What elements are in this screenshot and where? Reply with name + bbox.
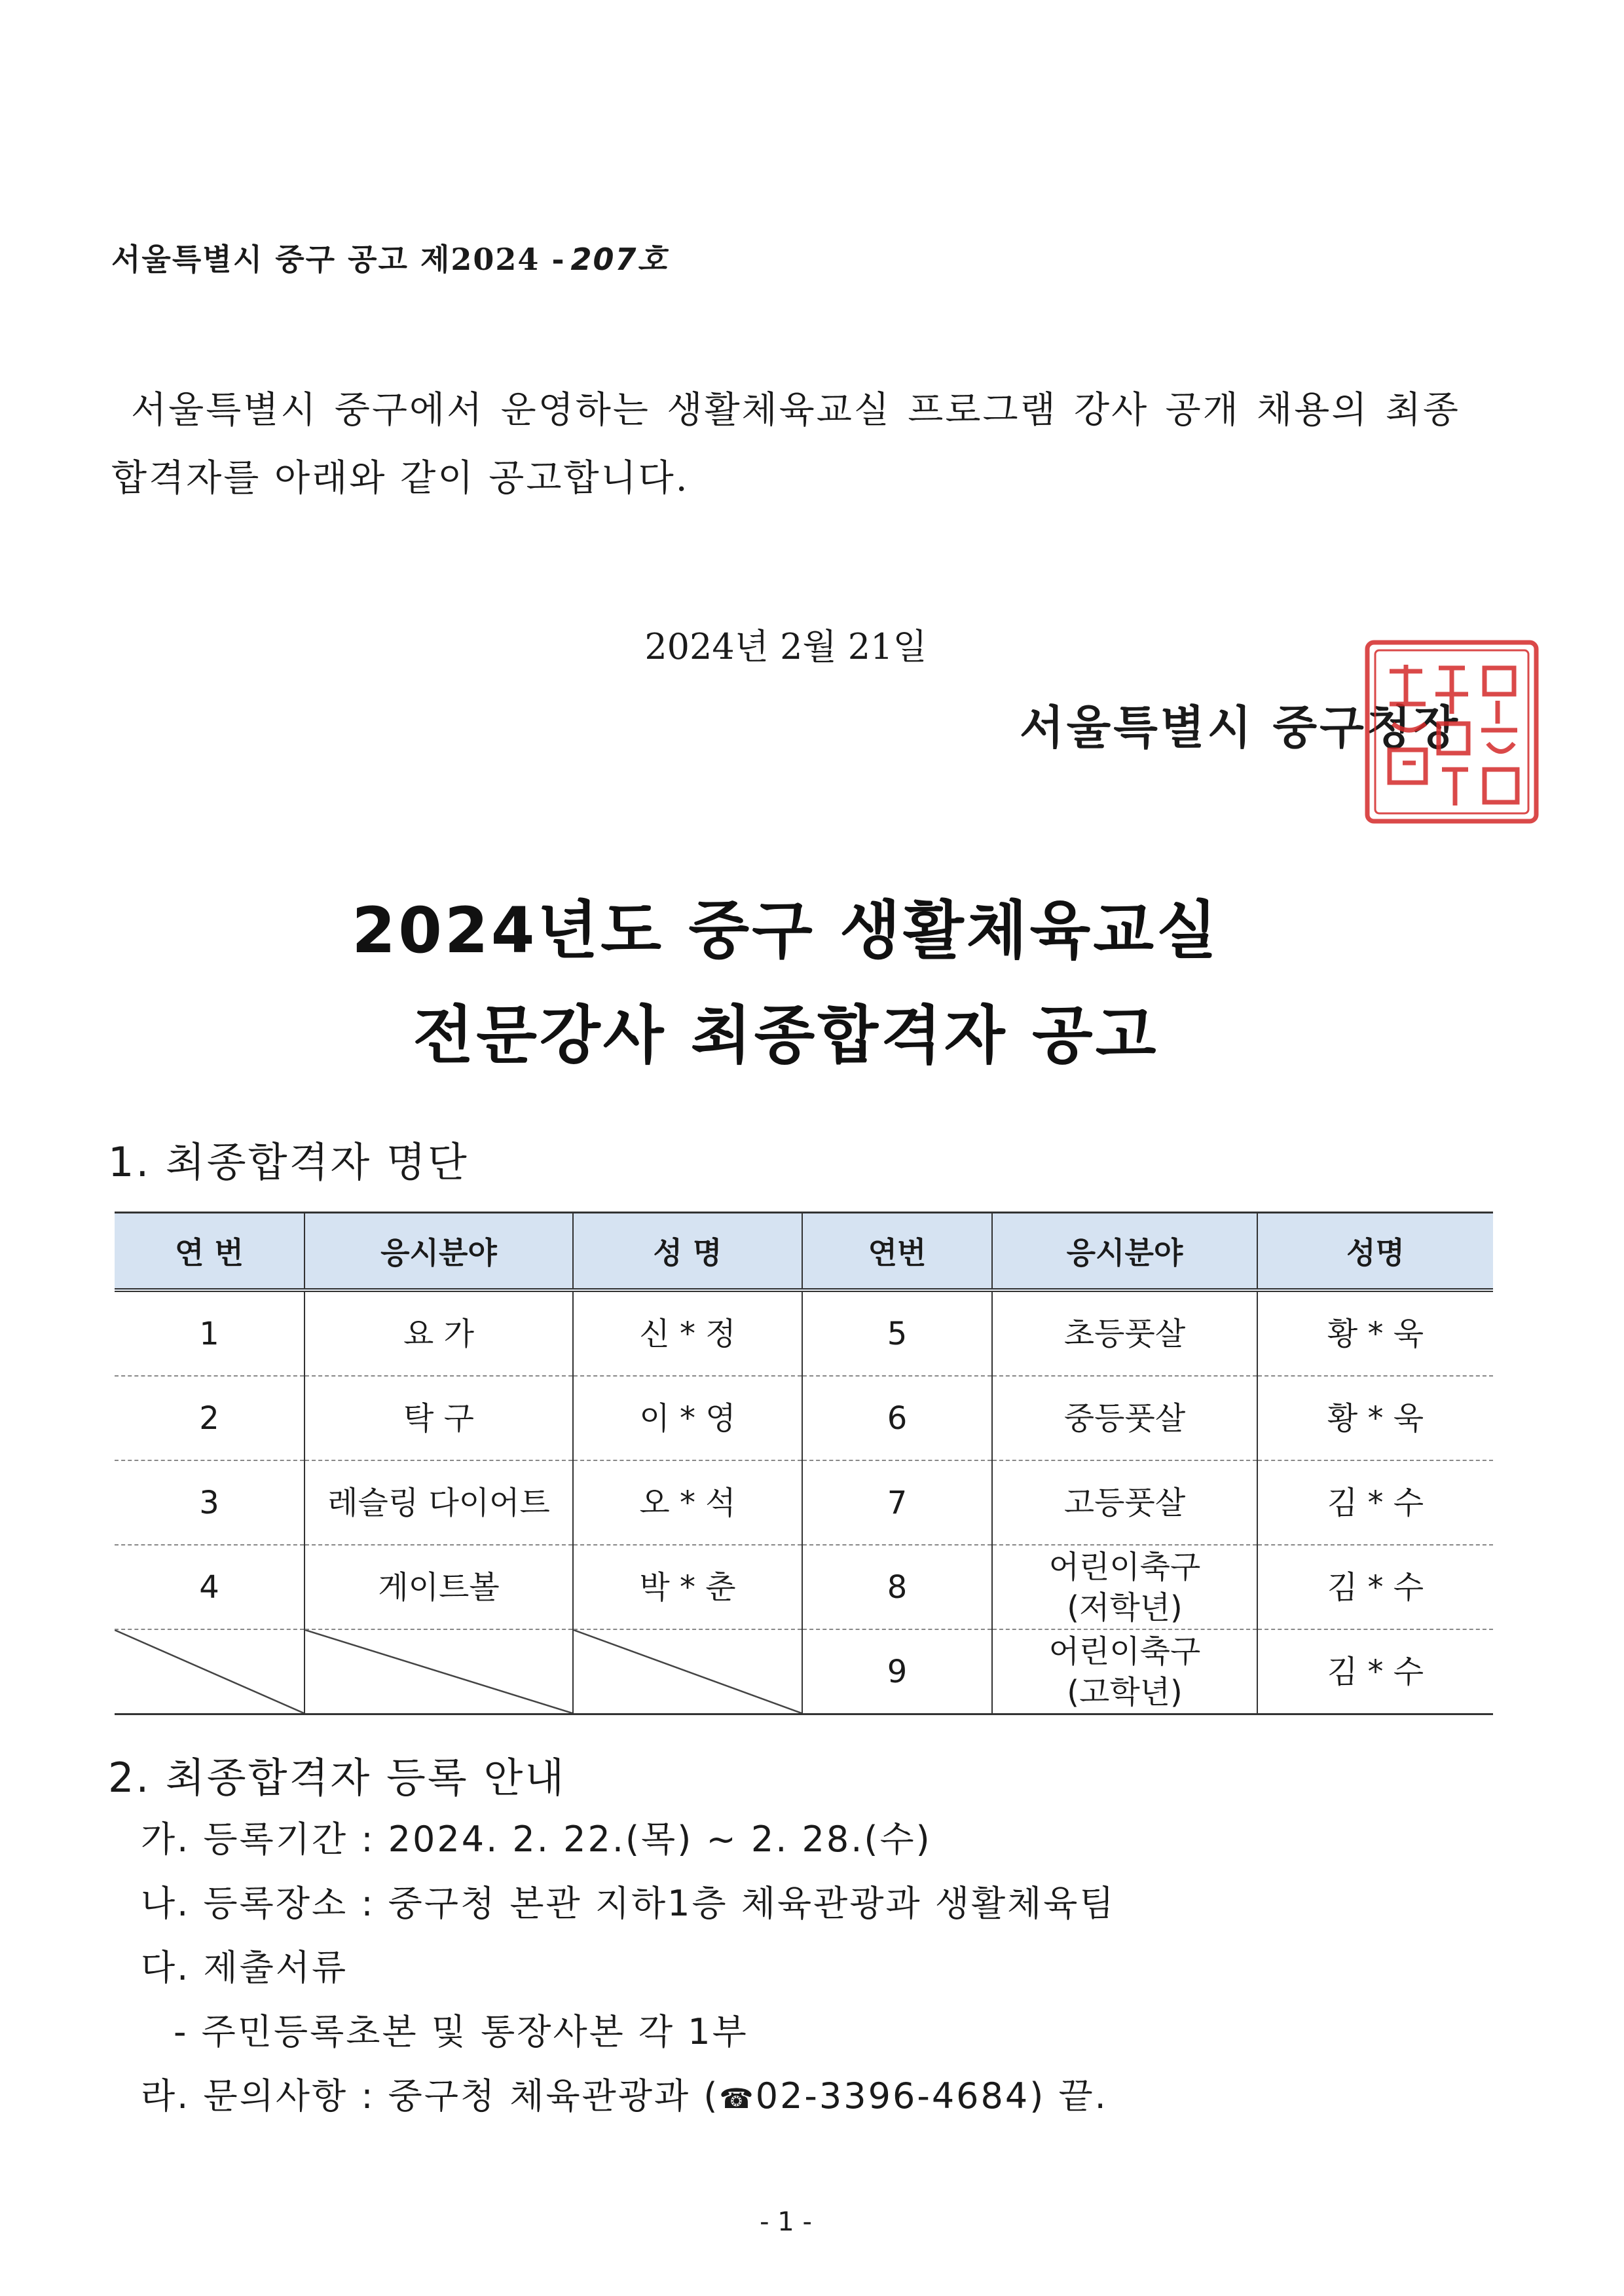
field-cell: 레슬링 다이어트 (304, 1460, 573, 1545)
name-cell: 김 * 수 (1257, 1460, 1493, 1545)
name-cell: 김 * 수 (1257, 1629, 1493, 1714)
documents-item: - 주민등록초본 및 통장사본 각 1부 (174, 2011, 748, 2052)
empty-slashed-cell (304, 1629, 573, 1714)
inquiry-phone: 02-3396-4684) 끝. (755, 2075, 1108, 2117)
field-line-1: 어린이축구 (1048, 1548, 1201, 1585)
table-row (115, 1290, 1493, 1376)
empty-slashed-cell (573, 1629, 802, 1714)
inquiry-prefix: 라. 문의사항 : 중구청 체육관광과 ( (141, 2075, 720, 2117)
column-header: 성 명 (573, 1213, 802, 1291)
table-row (115, 1376, 1493, 1460)
document-title-line-1: 2024년도 중구 생활체육교실 (352, 894, 1220, 967)
field-cell (992, 1629, 1257, 1714)
field-line-2: (저학년) (1067, 1589, 1183, 1626)
page-number: - 1 - (760, 2207, 812, 2237)
field-cell: 게이트볼 (304, 1545, 573, 1629)
field-cell: 요 가 (304, 1290, 573, 1376)
column-header: 연번 (802, 1213, 992, 1291)
notice-number-prefix: 서울특별시 중구 공고 제2024 - (111, 242, 566, 277)
row-number-cell: 5 (802, 1290, 992, 1376)
row-number-cell: 9 (802, 1629, 992, 1714)
notice-number (111, 236, 668, 279)
name-cell: 박 * 춘 (573, 1545, 802, 1629)
phone-icon: ☎ (719, 2083, 756, 2115)
intro-line-2: 합격자를 아래와 같이 공고합니다. (111, 457, 690, 500)
row-number-cell: 6 (802, 1376, 992, 1460)
row-number-cell: 7 (802, 1460, 992, 1545)
row-number-cell: 2 (115, 1376, 304, 1460)
empty-slashed-cell (115, 1629, 304, 1714)
final-candidates-table (115, 1212, 1493, 1715)
inquiry-line (141, 2064, 1116, 2128)
table-header-row (115, 1213, 1493, 1291)
column-header: 연 번 (115, 1213, 304, 1291)
field-line-2: (고학년) (1067, 1673, 1183, 1711)
intro-line-1: 서울특별시 중구에서 운영하는 생활체육교실 프로그램 강사 공개 채용의 최종 (131, 389, 1460, 432)
issuer-name: 서울특별시 중구청장 (1020, 700, 1460, 754)
name-cell: 오 * 석 (573, 1460, 802, 1545)
field-cell: 고등풋살 (992, 1460, 1257, 1545)
row-number-cell: 1 (115, 1290, 304, 1376)
document-title-line-2: 전문강사 최종합격자 공고 (413, 999, 1159, 1072)
name-cell: 신 * 정 (573, 1290, 802, 1376)
official-seal-icon (1363, 639, 1540, 825)
field-line-1: 어린이축구 (1048, 1633, 1201, 1670)
name-cell: 이 * 영 (573, 1376, 802, 1460)
notice-date: 2024년 2월 21일 (644, 626, 927, 667)
field-cell (992, 1545, 1257, 1629)
notice-number-handwritten: 207호 (570, 242, 669, 277)
field-cell: 탁 구 (304, 1376, 573, 1460)
column-header: 응시분야 (304, 1213, 573, 1291)
row-number-cell: 3 (115, 1460, 304, 1545)
registration-info (141, 1807, 1116, 2128)
registration-place: 나. 등록장소 : 중구청 본관 지하1층 체육관광과 생활체육팀 (141, 1883, 1116, 1924)
row-number-cell: 8 (802, 1545, 992, 1629)
field-cell: 중등풋살 (992, 1376, 1257, 1460)
intro-paragraph (111, 377, 1460, 513)
table-row (115, 1629, 1493, 1714)
documents-label: 다. 제출서류 (141, 1947, 348, 1988)
name-cell: 황 * 욱 (1257, 1290, 1493, 1376)
section-1-heading: 1. 최종합격자 명단 (108, 1138, 469, 1186)
row-number-cell: 4 (115, 1545, 304, 1629)
table-row (115, 1545, 1493, 1629)
registration-period: 가. 등록기간 : 2024. 2. 22.(목) ~ 2. 28.(수) (141, 1819, 932, 1860)
column-header: 성명 (1257, 1213, 1493, 1291)
name-cell: 김 * 수 (1257, 1545, 1493, 1629)
name-cell: 황 * 욱 (1257, 1376, 1493, 1460)
field-cell: 초등풋살 (992, 1290, 1257, 1376)
final-candidates-table-wrap (115, 1212, 1493, 1715)
column-header: 응시분야 (992, 1213, 1257, 1291)
section-2-heading: 2. 최종합격자 등록 안내 (108, 1754, 566, 1802)
table-row (115, 1460, 1493, 1545)
